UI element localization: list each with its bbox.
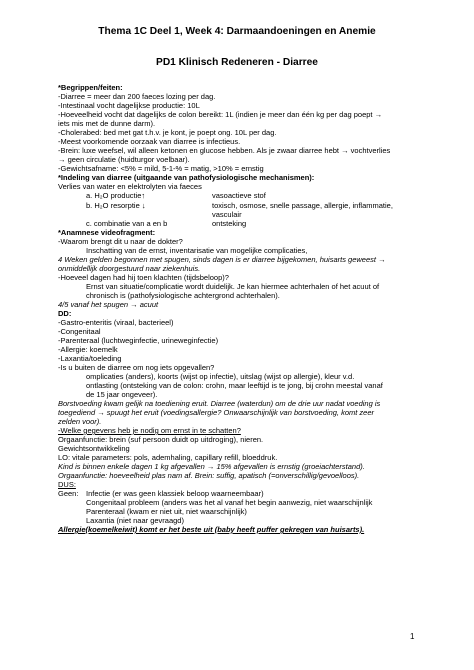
text-line: -Welke gegevens heb je nodig om ernst in te schatten? bbox=[58, 426, 241, 435]
text-line: Orgaanfunctie: brein (suf persoon duidt op uitdroging), nieren. bbox=[58, 435, 264, 444]
text-line: Kind is binnen enkele dagen 1 kg afgevallen → 15% afgevallen is ernstig (groeiachterstand). bbox=[58, 462, 365, 471]
text-line: zelden voor). bbox=[58, 417, 102, 426]
page-number: 1 bbox=[410, 632, 415, 641]
text-line: vasoactieve stof bbox=[212, 191, 266, 200]
text-line: toegediend → spuugt het eruit (voedingsallergie? Onwaarschijnlijk van borstvoeding, komt zeer bbox=[58, 408, 375, 417]
text-line: Gewichtsontwikkeling bbox=[58, 444, 130, 453]
text-line: a. H₂O productie↑ bbox=[86, 191, 146, 200]
text-line: Laxantia (niet naar gevraagd) bbox=[86, 516, 184, 525]
text-line: Geen: bbox=[58, 489, 79, 498]
text-line: -Cholerabed: bed met gat t.h.v. je kont, je poept ong. 10L per dag. bbox=[58, 128, 277, 137]
text-line: → geen circulatie (huidturgor voelbaar). bbox=[58, 155, 190, 164]
text-line: *Anamnese videofragment: bbox=[58, 228, 156, 237]
text-line: Allergie(koemelkeiwit) komt er het beste uit (baby heeft puffer gekregen van huisarts). bbox=[58, 525, 365, 534]
text-line: -Meest voorkomende oorzaak van diarree is infectieus. bbox=[58, 137, 241, 146]
text-line: 4/5 vanaf het spugen → acuut bbox=[58, 300, 159, 309]
text-line: -Allergie: koemelk bbox=[58, 345, 118, 354]
text-line: Parenteraal (kwam er niet uit, niet waarschijnlijk) bbox=[86, 507, 247, 516]
text-line: Orgaanfunctie: hoeveelheid plas nam af. Brein: suffig, apatisch (=onverschillig/gevoelloos). bbox=[58, 471, 360, 480]
text-line: DD: bbox=[58, 309, 72, 318]
text-line: chronisch is (pathofysiologische achtergrond achterhalen). bbox=[86, 291, 280, 300]
text-line: ontsteking bbox=[212, 219, 247, 228]
text-line: ontlasting (ontsteking van de colon: crohn, maar leeftijd is te jong, bij crohn meestal vanaf bbox=[86, 381, 383, 390]
text-line: -Is u buiten de diarree om nog iets opgevallen? bbox=[58, 363, 215, 372]
text-line: 4 Weken gelden begonnen met spugen, sinds dagen is er diarree bijgekomen, huisarts geweest → bbox=[58, 255, 386, 264]
text-line: DUS: bbox=[58, 480, 76, 489]
text-line: vasculair bbox=[212, 210, 242, 219]
text-line: iets mis met de dunne darm). bbox=[58, 119, 156, 128]
text-line: de 15 jaar ongeveer). bbox=[86, 390, 158, 399]
text-line: Infectie (er was geen klassiek beloop waarneembaar) bbox=[86, 489, 264, 498]
text-line: -Gastro-enteritis (viraal, bacterieel) bbox=[58, 318, 174, 327]
text-line: -Laxantia/toeleding bbox=[58, 354, 122, 363]
text-line: b. H₂O resorptie ↓ bbox=[86, 201, 146, 210]
text-line: LO: vitale parameters: pols, ademhaling, capillary refill, bloeddruk. bbox=[58, 453, 278, 462]
text-line: c. combinatie van a en b bbox=[86, 219, 168, 228]
text-line: toxisch, osmose, snelle passage, allergie, inflammatie, bbox=[212, 201, 393, 210]
text-line: Ernst van situatie/complicatie wordt duidelijk. Je kan hiermee achterhalen of het acuut of bbox=[86, 282, 380, 291]
text-line: *Indeling van diarree (uitgaande van pathofysiologische mechanismen): bbox=[58, 173, 315, 182]
text-line: -Brein: luxe weefsel, wil alleen ketonen en glucose hebben. Als je zwaar diarree hebt → vochtverlies bbox=[58, 146, 391, 155]
text-line: -Hoeveelheid vocht dat dagelijks de colon bereikt: 1L (indien je meer dan één kg per dag poept → bbox=[58, 110, 383, 119]
document-title: Thema 1C Deel 1, Week 4: Darmaandoeningen en Anemie bbox=[98, 26, 376, 37]
text-line: Borstvoeding kwam gelijk na toediening eruit. Diarree (waterdun) om de drie uur nadat voeding is bbox=[58, 399, 381, 408]
text-line: Congenitaal probleem (anders was het al vanaf het begin aanwezig, niet waarschijnlijk bbox=[86, 498, 373, 507]
text-line: -Congenitaal bbox=[58, 327, 101, 336]
text-line: *Begrippen/feiten: bbox=[58, 83, 123, 92]
text-line: Inschatting van de ernst, inventarisatie van mogelijke complicaties, bbox=[86, 246, 308, 255]
text-line: -Parenteraal (luchtweginfectie, urineweginfectie) bbox=[58, 336, 219, 345]
text-line: Verlies van water en elektrolyten via faeces bbox=[58, 182, 202, 191]
text-line: -Gewichtsafname: <5% = mild, 5-1-% = matig, >10% = ernstig bbox=[58, 164, 264, 173]
text-line: -Diarree = meer dan 200 faeces lozing per dag. bbox=[58, 92, 216, 101]
text-line: -Hoeveel dagen had hij toen klachten (tijdsbeloop)? bbox=[58, 273, 229, 282]
text-line: onmiddellijk doorgestuurd naar ziekenhuis. bbox=[58, 264, 201, 273]
section-heading: PD1 Klinisch Redeneren - Diarree bbox=[156, 57, 318, 68]
text-line: -Waarom brengt dit u naar de dokter? bbox=[58, 237, 183, 246]
text-line: -Intestinaal vocht dagelijkse productie: 10L bbox=[58, 101, 200, 110]
text-line: omplicaties (anders), koorts (wijst op infectie), uitslag (wijst op allergie), kleur v.d. bbox=[86, 372, 355, 381]
